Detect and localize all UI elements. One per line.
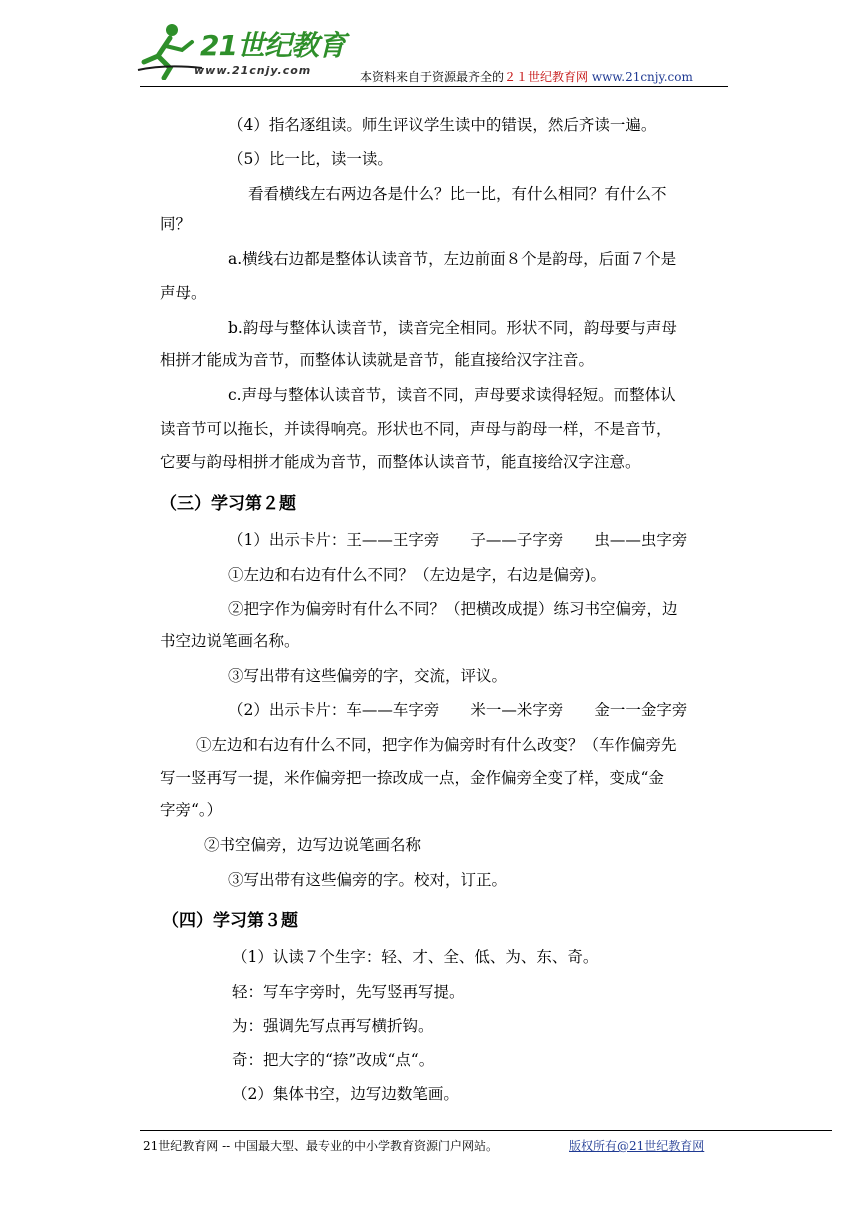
text-line: 写一竖再写一提，米作偏旁把一捺改成一点，金作偏旁全变了样，变成“金 bbox=[160, 769, 664, 787]
footer-copyright-link[interactable]: 版权所有@21世纪教育网 bbox=[569, 1139, 705, 1153]
text-line: ③写出带有这些偏旁的字，交流，评议。 bbox=[228, 667, 508, 685]
footer-text: 21世纪教育网 -- 中国最大型、最专业的中小学教育资源门户网站。 bbox=[143, 1139, 499, 1153]
text-line: 同？ bbox=[160, 215, 192, 233]
header-note-url[interactable]: www.21cnjy.com bbox=[591, 70, 693, 84]
text-line: 字旁“。） bbox=[160, 801, 223, 819]
text-line: （2）出示卡片：车——车字旁 米一—米字旁 金一一金字旁 bbox=[228, 701, 688, 719]
text-line: ②书空偏旁，边写边说笔画名称 bbox=[204, 836, 422, 854]
site-logo bbox=[136, 20, 345, 84]
text-line: ②把字作为偏旁时有什么不同？（把横改成提）练习书空偏旁，边 bbox=[228, 600, 678, 618]
section-heading-4: （四）学习第３题 bbox=[162, 911, 298, 931]
text-line: 声母。 bbox=[160, 284, 207, 302]
logo-url: www.21cnjy.com bbox=[194, 64, 312, 77]
text-line: 相拼才能成为音节，而整体认读就是音节，能直接给汉字注音。 bbox=[160, 351, 595, 369]
text-line: ③写出带有这些偏旁的字。校对，订正。 bbox=[228, 871, 508, 889]
text-line: 轻：写车字旁时，先写竖再写提。 bbox=[232, 983, 465, 1001]
text-line: a.横线右边都是整体认读音节，左边前面８个是韵母，后面７个是 bbox=[228, 250, 677, 268]
text-line: 它要与韵母相拼才能成为音节，而整体认读音节，能直接给汉字注意。 bbox=[160, 453, 641, 471]
header-divider bbox=[140, 86, 728, 87]
text-line: （2）集体书空，边写边数笔画。 bbox=[232, 1085, 459, 1103]
text-line: 看看横线左右两边各是什么？比一比，有什么相同？有什么不 bbox=[248, 185, 667, 203]
text-line: （1）认读７个生字：轻、才、全、低、为、东、奇。 bbox=[232, 948, 599, 966]
text-line: ①左边和右边有什么不同，把字作为偏旁时有什么改变？（车作偏旁先 bbox=[196, 736, 677, 754]
header-note bbox=[360, 68, 693, 85]
text-line: ①左边和右边有什么不同？（左边是字，右边是偏旁)。 bbox=[228, 566, 607, 584]
footer-divider bbox=[140, 1130, 832, 1131]
header-note-site: ２１世纪教育网 bbox=[504, 70, 589, 84]
text-line: 读音节可以拖长，并读得响亮。形状也不同，声母与韵母一样，不是音节， bbox=[160, 420, 672, 438]
header-note-prefix: 本资料来自于资源最齐全的 bbox=[360, 70, 505, 84]
section-heading-3: （三）学习第２题 bbox=[160, 494, 296, 514]
text-line: c.声母与整体认读音节，读音不同，声母要求读得轻短。而整体认 bbox=[228, 386, 676, 404]
text-line: b.韵母与整体认读音节，读音完全相同。形状不同，韵母要与声母 bbox=[228, 319, 677, 337]
text-line: 书空边说笔画名称。 bbox=[160, 632, 300, 650]
text-line: （5）比一比，读一读。 bbox=[228, 150, 393, 168]
text-line: 奇：把大字的“捺”改成“点“。 bbox=[232, 1051, 435, 1069]
text-line: （4）指名逐组读。师生评议学生读中的错误，然后齐读一遍。 bbox=[228, 116, 657, 134]
text-line: （1）出示卡片：王——王字旁 子——子字旁 虫——虫字旁 bbox=[228, 531, 688, 549]
logo-text: 21世纪教育 bbox=[200, 29, 345, 62]
text-line: 为：强调先写点再写横折钩。 bbox=[232, 1017, 434, 1035]
